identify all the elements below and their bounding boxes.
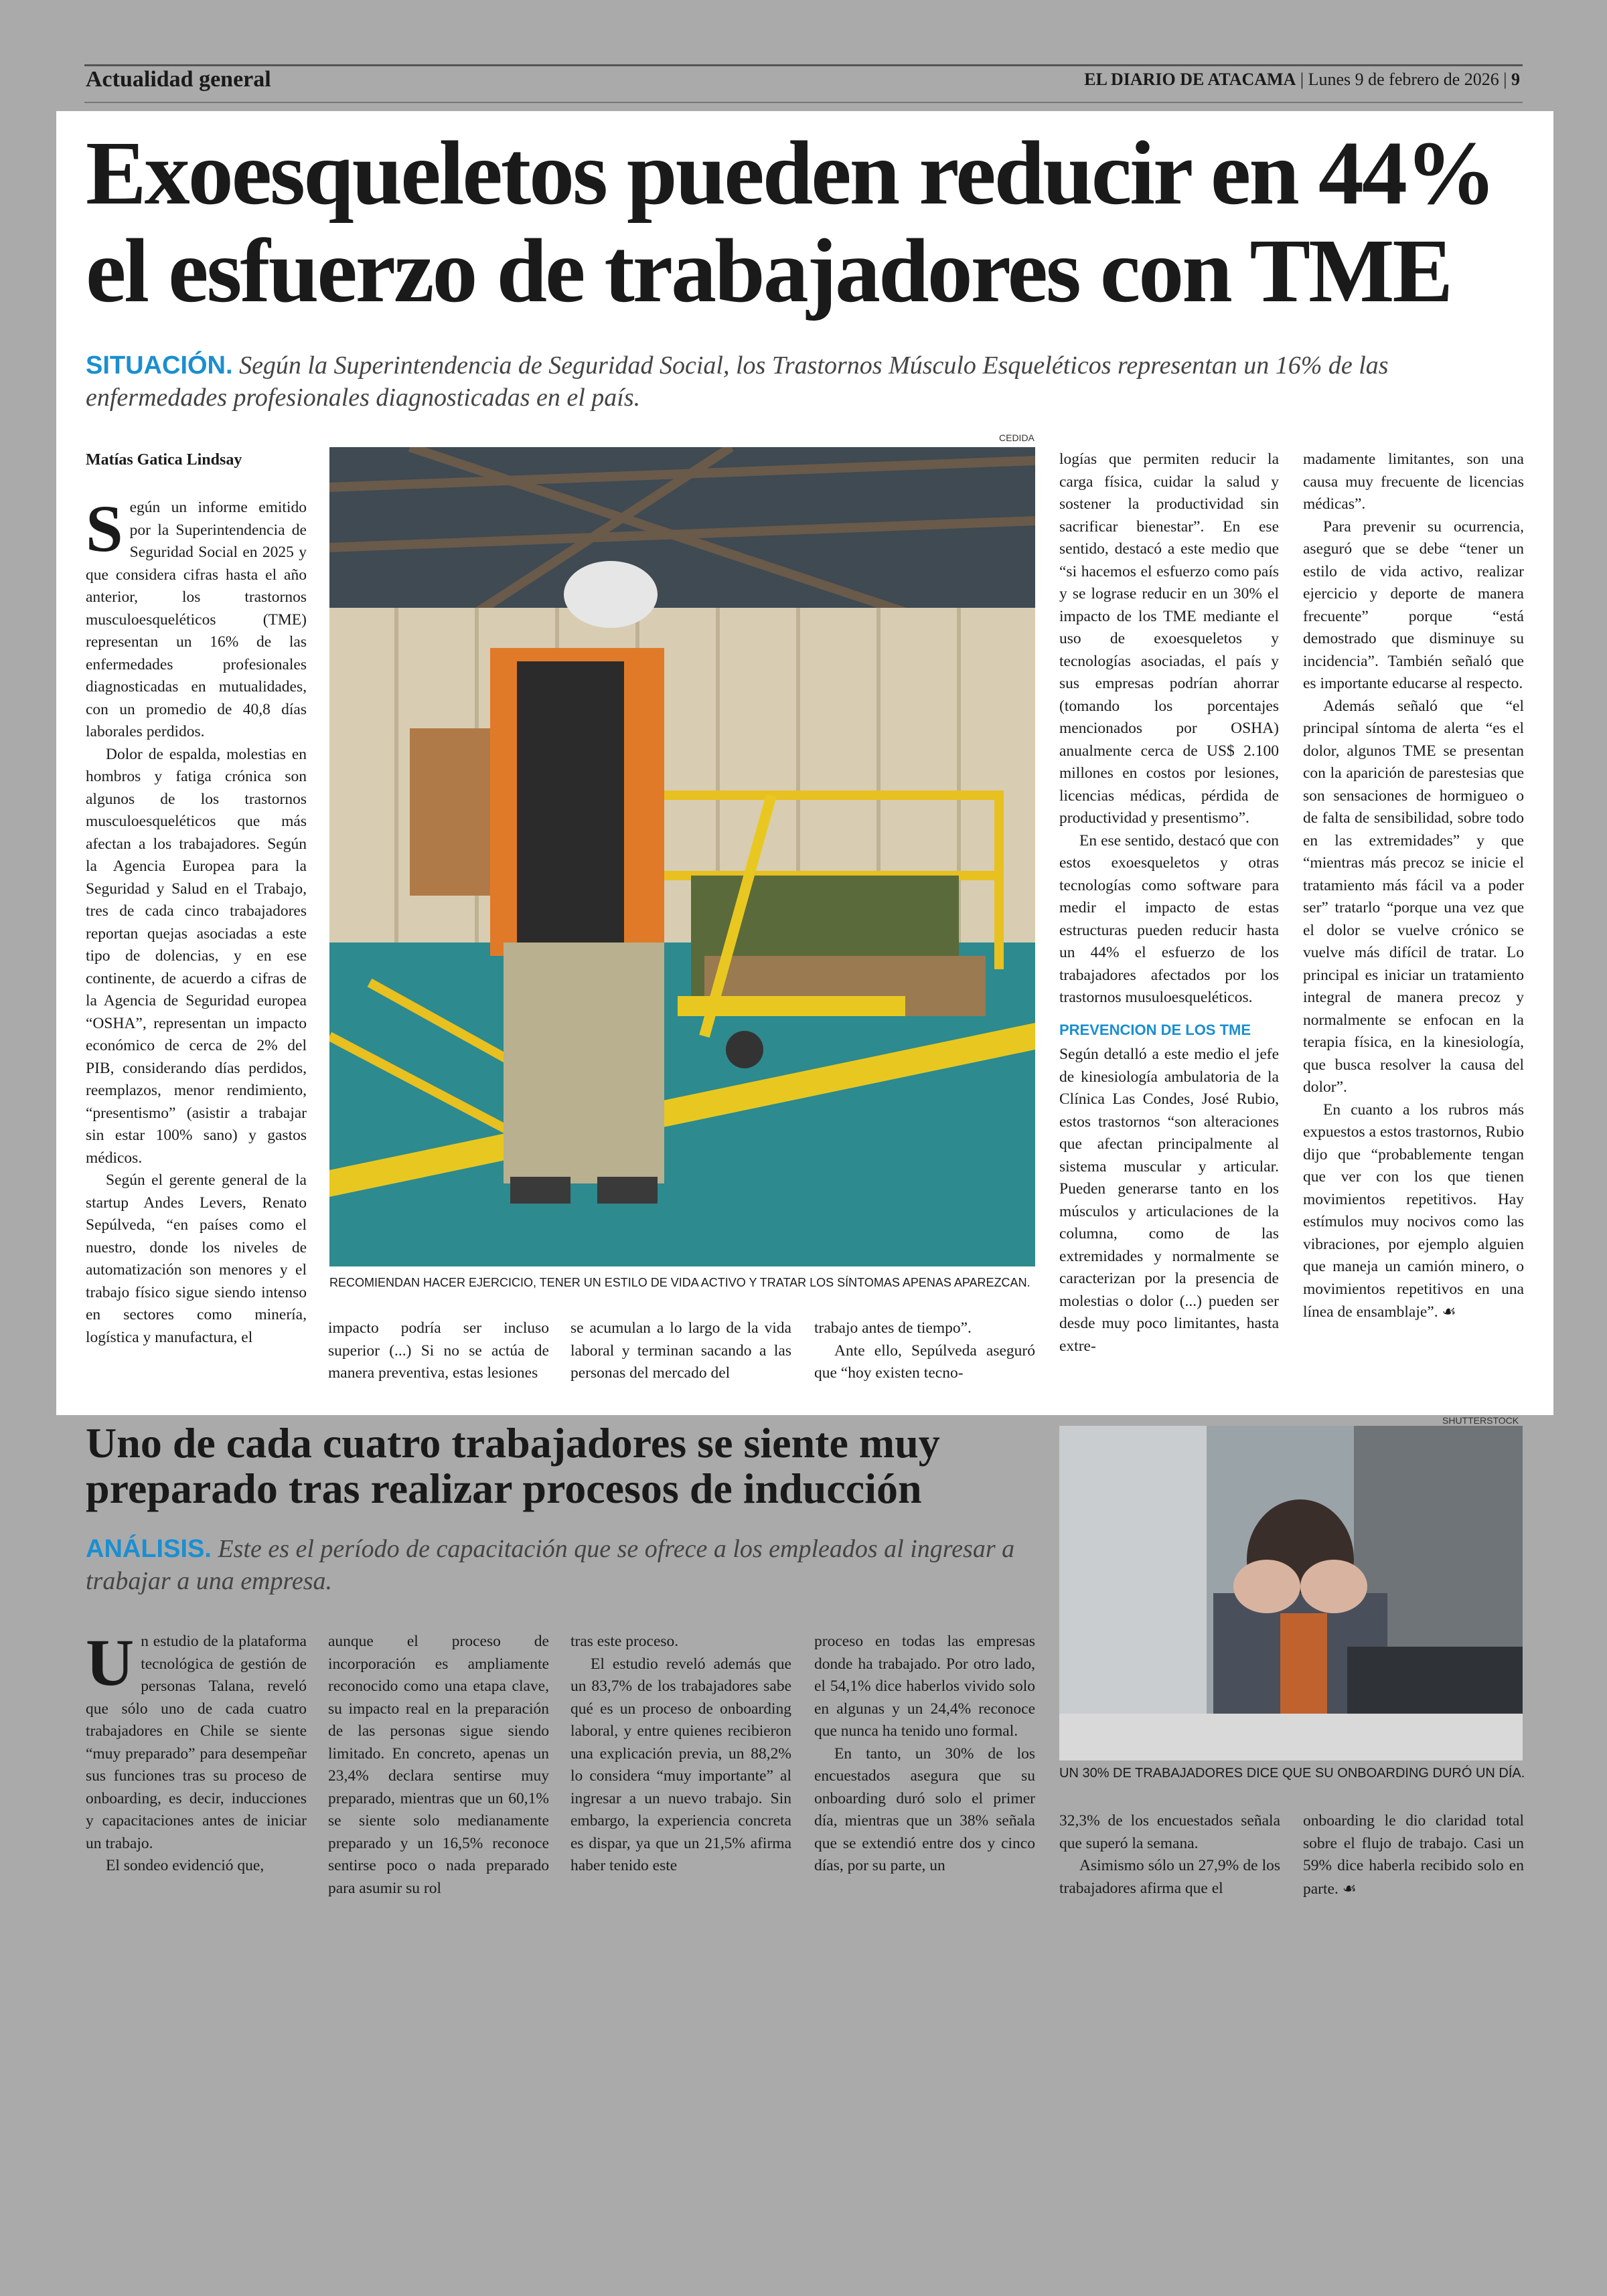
photo-caption: RECOMIENDAN HACER EJERCICIO, TENER UN ESTILO DE VIDA ACTIVO Y TRATAR LOS SÍNTOMAS APENAS APAREZCAN. xyxy=(329,1276,1030,1289)
article2-col2 xyxy=(328,1631,549,1900)
photo-illustration xyxy=(1059,1426,1523,1760)
photo-credit: CEDIDA xyxy=(999,432,1035,443)
paragraph: Para prevenir su ocurrencia, aseguró que se debe “tener un estilo de vida activo, realizar ejercicio y deporte de manera frecuente” porque “está demostrado que disminuye su incidencia”. También señaló que es importante educarse al respecto. xyxy=(1303,517,1524,692)
paragraph xyxy=(1303,1810,1524,1900)
paragraph: Dolor de espalda, molestias en hombros y fatiga crónica son algunos de los trastornos musculoesqueléticos que más afectan a los trabajadores. Según la Agencia Europea para la Seguridad y Salud en el Trabajo, tres de cada cinco trabajadores reportan quejas asociadas a este tipo de dolencias, y en ese continente, de acuerdo a cifras de la Agencia de Seguridad europea “OSHA”, representan un impacto económico de cerca de 2% del PIB, considerando días perdidos, reemplazos, menor rendimiento, “presentismo” (asistir a trabajar sin estar 100% sano) y gastos médicos. xyxy=(86,745,307,1167)
paragraph: En ese sentido, destacó que con estos exoesqueletos y otras tecnologías como software para medir el impacto de estas estructuras pueden reducir hasta un 44% el esfuerzo de los trabajadores afectados por los trastornos musuloesqueléticos. xyxy=(1059,831,1279,1006)
paragraph: El sondeo evidenció que, xyxy=(106,1857,264,1874)
header-top-rule xyxy=(84,64,1523,66)
drop-cap: S xyxy=(86,491,123,566)
page-number: 9 xyxy=(1511,70,1520,89)
article2-col3 xyxy=(570,1631,791,1878)
article2-col4 xyxy=(814,1631,1035,1878)
paragraph-text: egún un informe emitido por la Superintendencia de Seguridad Social en 2025 y que considera cifras hasta el año anterior, los trastornos musculoesqueléticos (TME) representan un 16% de las enfermedades profesionales diagnosticadas en mutualidades, con un promedio de 40,8 días laborales perdidos. xyxy=(86,499,307,740)
article1-lead xyxy=(86,349,1525,414)
newspaper-name: EL DIARIO DE ATACAMA xyxy=(1084,70,1296,89)
paragraph: Según detalló a este medio el jefe de kinesiología ambulatoria de la Clínica Las Condes, José Rubio, estos trastornos “son alteraciones que afectan principalmente al sistema muscular y articular. Pueden generarse tanto en los músculos y articulaciones de la columna, como de las extremidades y normalmente se caracterizan por la presencia de molestias o dolor (...) pueden ser desde muy poco limitantes, hasta extre- xyxy=(1059,1046,1279,1355)
paragraph xyxy=(1303,1099,1524,1324)
paragraph: trabajo antes de tiempo”. xyxy=(814,1319,972,1337)
article1-col2 xyxy=(328,1317,549,1385)
paragraph: 32,3% de los encuestados señala que superó la semana. xyxy=(1059,1812,1280,1852)
masthead-separator: | xyxy=(1503,70,1511,89)
article1-col1 xyxy=(86,491,307,1349)
headline-line1: Uno de cada cuatro trabajadores se siente muy xyxy=(86,1419,940,1467)
issue-date: Lunes 9 de febrero de 2026 xyxy=(1308,70,1499,89)
article1-col5 xyxy=(1059,448,1279,1358)
article2-lead xyxy=(86,1533,1057,1597)
paragraph: aunque el proceso de incorporación es ampliamente reconocido como una etapa clave, su impacto real en la preparación de las personas sigue siendo limitado. En concreto, apenas un 23,4% declara sentirse muy preparado, mientras que un 60,1% se siente solo medianamente preparado y un 16,5% reconoce sentirse poco o nada preparado para asumir su rol xyxy=(328,1633,549,1897)
paragraph: El estudio reveló además que un 83,7% de los trabajadores sabe qué es un proceso de onboarding laboral, y entre quienes recibieron una explicación previa, un 88,2% lo considera “muy importante” al ingresar a un nuevo trabajo. Sin embargo, la experiencia concreta es dispar, ya que un 21,5% afirma haber tenido este xyxy=(570,1655,791,1874)
article1-headline xyxy=(86,125,1532,320)
paragraph xyxy=(86,491,307,744)
section-label: Actualidad general xyxy=(86,67,271,92)
article2-col6 xyxy=(1303,1810,1524,1900)
article2-headline xyxy=(86,1420,1023,1511)
paragraph-text: onboarding le dio claridad total sobre el flujo de trabajo. Casi un 59% dice haberla recibido solo en parte. xyxy=(1303,1812,1524,1898)
photo-illustration xyxy=(329,447,1035,1266)
lead-text: Según la Superintendencia de Seguridad Social, los Trastornos Músculo Esqueléticos representan un 16% de las enfermedades profesionales diagnosticadas en el país. xyxy=(86,351,1389,412)
article1-col3 xyxy=(570,1317,791,1385)
article2-col5 xyxy=(1059,1810,1280,1900)
headline-line1: Exoesqueletos pueden reducir en 44% xyxy=(86,123,1495,224)
lead-text: Este es el período de capacitación que se ofrece a los empleados al ingresar a trabajar a una empresa. xyxy=(86,1535,1015,1595)
paragraph-text: n estudio de la plataforma tecnológica de gestión de personas Talana, reveló que sólo uno de cada cuatro trabajadores en Chile se siente “muy preparado” para desempeñar sus funciones tras su proceso de onboarding, es decir, inducciones y capacitaciones antes de iniciar un trabajo. xyxy=(86,1633,307,1852)
paragraph: madamente limitantes, son una causa muy frecuente de licencias médicas”. xyxy=(1303,450,1524,513)
paragraph: Según el gerente general de la startup Andes Levers, Renato Sepúlveda, “en países como el nuestro, donde los niveles de automatización son menores y el trabajo físico sigue siendo intenso en sectores como minería, logística y manufactura, el xyxy=(86,1171,307,1346)
paragraph: Ante ello, Sepúlveda aseguró que “hoy existen tecno- xyxy=(814,1341,1035,1382)
photo-caption: UN 30% DE TRABAJADORES DICE QUE SU ONBOARDING DURÓ UN DÍA. xyxy=(1059,1766,1525,1781)
article2-col1 xyxy=(86,1625,307,1878)
headline-line2: el esfuerzo de trabajadores con TME xyxy=(86,221,1452,321)
masthead-separator: | xyxy=(1300,70,1308,89)
photo-credit: SHUTTERSTOCK xyxy=(1442,1415,1519,1426)
article1-col4 xyxy=(814,1317,1035,1385)
masthead xyxy=(1084,70,1520,90)
paragraph: tras este proceso. xyxy=(570,1633,679,1650)
header-bottom-rule xyxy=(84,102,1523,103)
drop-cap: U xyxy=(86,1625,135,1700)
lead-kicker: SITUACIÓN. xyxy=(86,351,233,380)
paragraph: logías que permiten reducir la carga física, cuidar la salud y sostener la productividad sin sacrificar bienestar”. En ese sentido, destacó a este medio que “si hacemos el esfuerzo como país y se lograse reducir en un 30% el impacto de los TME mediante el uso de exoesqueletos y tecnologías asociadas, el país y sus empresas podrían ahorrar (tomando los porcentajes mencionados por OSHA) anualmente cerca de US$ 2.100 millones en costos por lesiones, licencias médicas, pérdida de productividad y presentismo”. xyxy=(1059,450,1279,827)
paragraph-text: En cuanto a los rubros más expuestos a estos trastornos, Rubio dijo que “probablemente tengan que ver con los que tienen movimientos repetitivos. Hay estímulos muy nocivos como las vibraciones, por ejemplo alguien que maneja un camión minero, o movimientos repetitivos en una línea de ensamblaje”. xyxy=(1303,1100,1524,1321)
paragraph: se acumulan a lo largo de la vida laboral y terminan sacando a las personas del mercado del xyxy=(570,1319,791,1382)
stressed-worker-photo xyxy=(1059,1426,1523,1760)
end-mark-icon: ☙ xyxy=(1442,1302,1456,1321)
paragraph: Además señaló que “el principal síntoma de alerta “es el dolor, algunos TME se presentan con la aparición de parestesias que son sensaciones de hormigueo o de falta de sensibilidad, sobre todo en las extremidades” y que “mientras más precoz se inicie el tratamiento más fácil va a poder ser” tratarlo “porque una vez que el dolor se vuelve crónico se vuelve más difícil de tratar. Lo principal es iniciar un tratamiento integral de manera precoz y normalmente se enfocan en la terapia física, en la kinesiología, que busca resolver la causa del dolor”. xyxy=(1303,697,1524,1096)
worker-exoskeleton-photo xyxy=(329,447,1035,1266)
paragraph xyxy=(86,1625,307,1855)
paragraph: Asimismo sólo un 27,9% de los trabajadores afirma que el xyxy=(1059,1857,1280,1897)
end-mark-icon: ☙ xyxy=(1342,1878,1357,1898)
subhead-prevencion: PREVENCION DE LOS TME xyxy=(1059,1021,1251,1038)
byline: Matías Gatica Lindsay xyxy=(86,451,242,469)
article1-col6 xyxy=(1303,448,1524,1324)
paragraph: proceso en todas las empresas donde ha trabajado. Por otro lado, el 54,1% dice haberlos vivido solo en algunas y un 24,4% reconoce que nunca ha tenido uno formal. xyxy=(814,1633,1035,1740)
paragraph: En tanto, un 30% de los encuestados asegura que su onboarding duró solo el primer día, mientras que un 38% señala que se extendió entre dos y cinco días, por su parte, un xyxy=(814,1744,1035,1874)
lead-kicker: ANÁLISIS. xyxy=(86,1535,212,1563)
paragraph: impacto podría ser incluso superior (...) Si no se actúa de manera preventiva, estas lesiones xyxy=(328,1319,549,1382)
headline-line2: preparado tras realizar procesos de inducción xyxy=(86,1465,922,1512)
